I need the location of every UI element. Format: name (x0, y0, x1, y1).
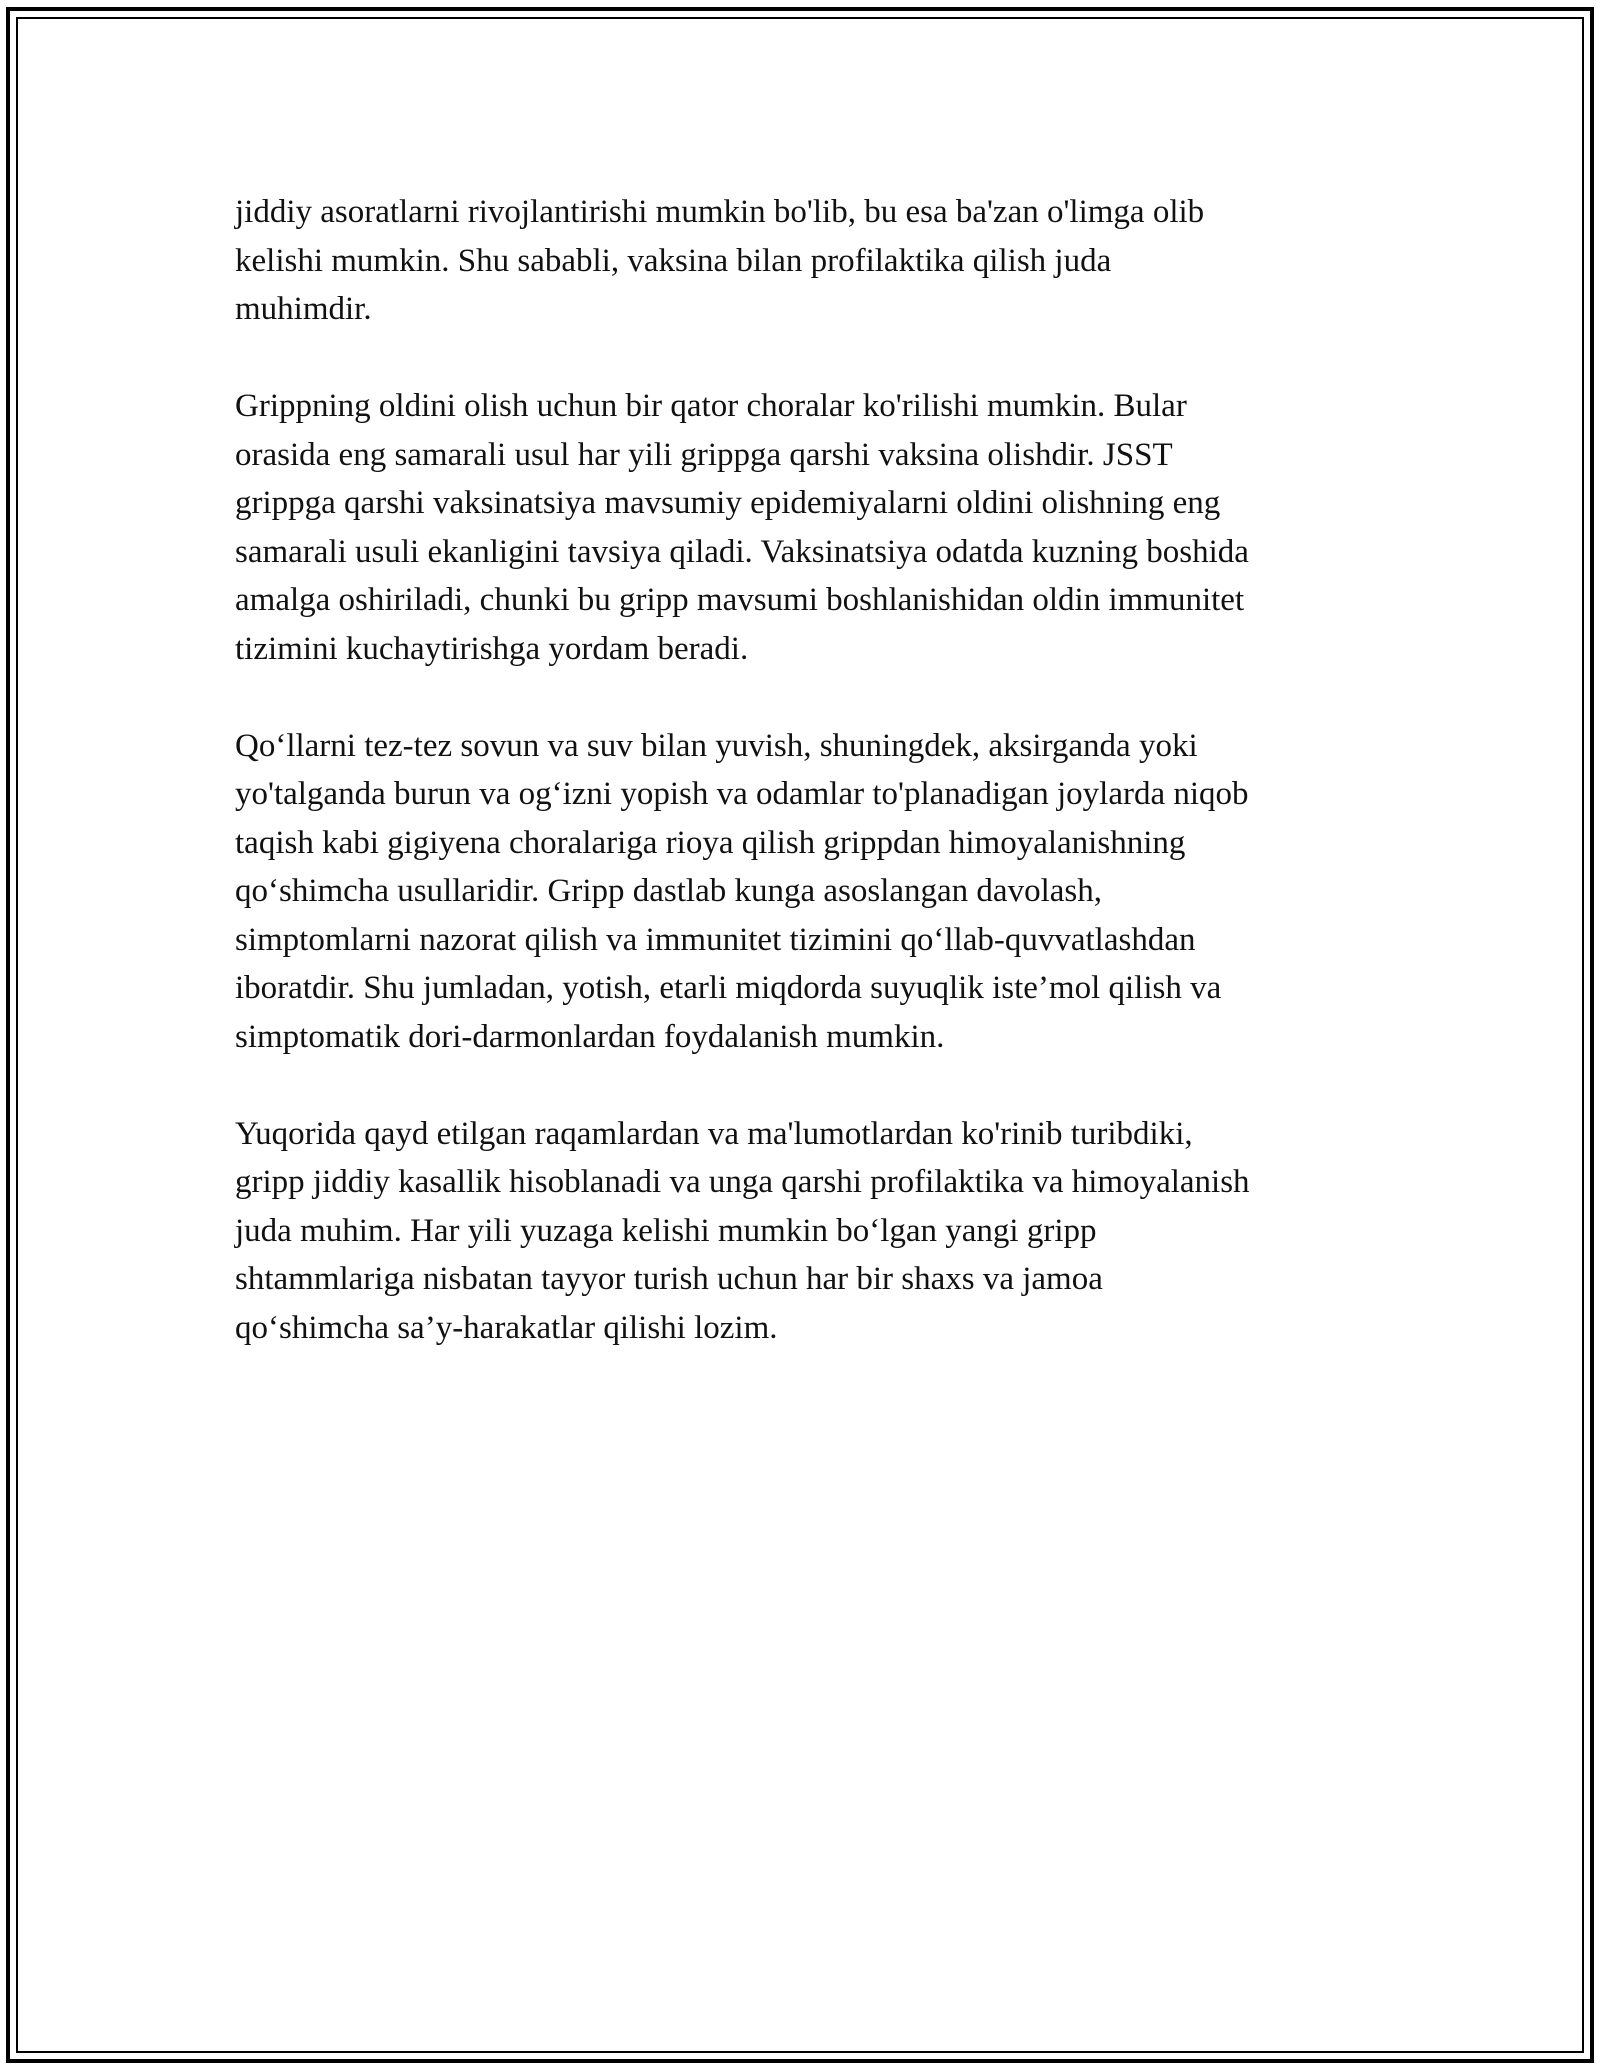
document-body (235, 188, 1385, 1401)
paragraph-1: jiddiy asoratlarni rivojlantirishi mumkin bo'lib, bu esa ba'zan o'limga olib kelishi mumkin. Shu sababli, vaksina bilan profilaktika qilish juda muhimdir. (235, 194, 1205, 327)
paragraph-3: Qo‘llarni tez-tez sovun va suv bilan yuvish, shuningdek, aksirganda yoki yo'talganda burun va og‘izni yopish va odamlar to'planadigan joylarda niqob taqish kabi gigiyena choralariga rioya qilish grippdan himoyalanishning qo‘shimcha usullaridir. Gripp dastlab kunga asoslangan davolash, simptomlarni nazorat qilish va immunitet tizimini qo‘llab-quvvatlashdan iboratdir. Shu jumladan, yotish, etarli miqdorda suyuqlik iste’mol qilish va simptomatik dori-darmonlardan foydalanish mumkin. (235, 727, 1249, 1055)
paragraph-4: Yuqorida qayd etilgan raqamlardan va ma'lumotlardan ko'rinib turibdiki, gripp jiddiy kasallik hisoblanadi va unga qarshi profilaktika va himoyalanish juda muhim. Har yili yuzaga kelishi mumkin bo‘lgan yangi gripp shtammlariga nisbatan tayyor turish uchun har bir shaxs va jamoa qo‘shimcha sa’y-harakatlar qilishi lozim. (235, 1115, 1250, 1346)
paragraph-2: Grippning oldini olish uchun bir qator choralar ko'rilishi mumkin. Bular orasida eng samarali usul har yili grippga qarshi vaksina olishdir. JSST grippga qarshi vaksinatsiya mavsumiy epidemiyalarni oldini olishning eng samarali usuli ekanligini tavsiya qiladi. Vaksinatsiya odatda kuzning boshida amalga oshiriladi, chunki bu gripp mavsumi boshlanishidan oldin immunitet tizimini kuchaytirishga yordam beradi. (235, 388, 1249, 667)
